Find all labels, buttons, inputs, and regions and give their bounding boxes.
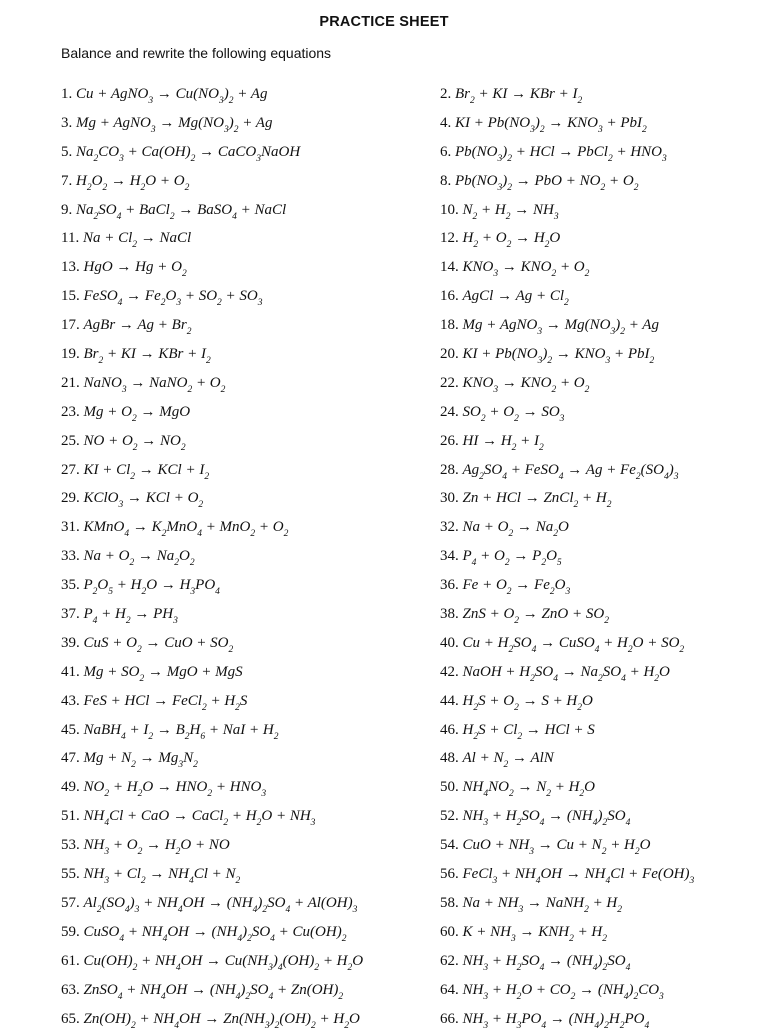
equation-number: 10.	[440, 202, 463, 218]
equation-text: CuSO$_4$ + $NH_4OH \to (NH_4)_2SO_4 + Cu(OH)_2$	[84, 924, 347, 940]
equation-number: 27.	[61, 462, 84, 478]
equation-item	[440, 571, 760, 600]
equation-item	[61, 1005, 431, 1033]
equation-number: 21.	[61, 375, 84, 391]
equation-text: $Br_2$ + KI → KBr + $I_2$	[455, 86, 582, 102]
equation-number: 57.	[61, 895, 84, 911]
equation-text: $Ag_2SO_4$ + FeSO$_4$ → $Ag + Fe_2(SO_4)_3$	[463, 462, 679, 478]
equation-number: 43.	[61, 693, 84, 709]
equation-item	[61, 427, 431, 456]
equation-number: 41.	[61, 664, 84, 680]
equation-item	[440, 744, 760, 773]
equation-number: 26.	[440, 433, 463, 449]
equation-item	[61, 340, 431, 369]
equation-text: $NH_3 + Cl_2 \to NH_4Cl + N_2$	[84, 866, 241, 882]
equation-number: 39.	[61, 635, 84, 651]
equation-number: 31.	[61, 519, 84, 535]
equation-item	[61, 398, 431, 427]
equation-number: 2.	[440, 86, 455, 102]
equation-item	[61, 687, 431, 716]
equation-number: 66.	[440, 1011, 463, 1027]
equation-number: 38.	[440, 606, 463, 622]
equation-text: AgBr → $Ag + Br_2$	[84, 317, 192, 333]
equation-text: $P_4 + O_2 \to P_2O_5$	[463, 548, 562, 564]
equation-item	[61, 513, 431, 542]
equation-item	[61, 484, 431, 513]
equation-item	[440, 947, 760, 976]
equation-number: 13.	[61, 259, 84, 275]
equation-item	[61, 456, 431, 485]
equation-number: 30.	[440, 490, 463, 506]
equation-text: Zn + HCl → ZnCl$_2$ + $H_2$	[463, 490, 612, 506]
equation-number: 18.	[440, 317, 463, 333]
equation-text: $NH_4NO_2 \to N_2 + H_2O$	[463, 779, 596, 795]
equation-item	[61, 629, 431, 658]
equation-number: 5.	[61, 144, 76, 160]
equation-item	[440, 167, 760, 196]
equation-number: 48.	[440, 750, 463, 766]
page-title: PRACTICE SHEET	[0, 14, 768, 30]
equation-item	[440, 224, 760, 253]
equations-column-right	[440, 80, 760, 1033]
equation-number: 15.	[61, 288, 84, 304]
equation-number: 37.	[61, 606, 84, 622]
equation-number: 16.	[440, 288, 463, 304]
equation-number: 46.	[440, 722, 463, 738]
equation-number: 11.	[61, 230, 83, 246]
equation-number: 9.	[61, 202, 76, 218]
equation-number: 65.	[61, 1011, 84, 1027]
equation-text: ZnS + $O_2$ → ZnO + $SO_2$	[463, 606, 609, 622]
equation-number: 63.	[61, 982, 84, 998]
equation-item	[61, 282, 431, 311]
equation-number: 7.	[61, 173, 76, 189]
equation-item	[61, 716, 431, 745]
equation-number: 51.	[61, 808, 84, 824]
equation-text: NaOH + $H_2SO_4 \to Na_2SO_4 + H_2O$	[463, 664, 670, 680]
equation-number: 61.	[61, 953, 84, 969]
equation-text: $Zn(OH)_2 + NH_4OH \to Zn(NH_3)_2(OH)_2 + H_2O$	[84, 1011, 360, 1027]
equation-item	[440, 600, 760, 629]
equation-item	[61, 109, 431, 138]
equation-item	[440, 369, 760, 398]
equation-item	[61, 542, 431, 571]
equation-text: $Na + Cl_2$ → NaCl	[83, 230, 191, 246]
equation-text: HgO → $Hg + O_2$	[84, 259, 187, 275]
equation-text: FeS + HCl → FeCl$_2$ + $H_2S$	[84, 693, 248, 709]
equation-item	[61, 253, 431, 282]
equation-item	[61, 976, 431, 1005]
equation-text: $Pb(NO_3)_2$ + HCl → PbCl$_2$ + $HNO_3$	[455, 144, 667, 160]
equation-number: 45.	[61, 722, 84, 738]
equation-number: 14.	[440, 259, 463, 275]
equation-item	[440, 1005, 760, 1033]
equation-number: 8.	[440, 173, 455, 189]
equations-column-left	[61, 80, 431, 1033]
equation-number: 40.	[440, 635, 463, 651]
equation-text: $P_4 + H_2 \to PH_3$	[84, 606, 178, 622]
equation-text: CuS + $O_2$ → CuO + $SO_2$	[84, 635, 234, 651]
equation-text: AgCl → $Ag + Cl_2$	[463, 288, 569, 304]
equation-number: 54.	[440, 837, 463, 853]
equation-item	[61, 311, 431, 340]
equation-text: NaBH$_4$ + $I_2 \to B_2H_6$ + NaI + $H_2$	[84, 722, 279, 738]
equation-item	[61, 658, 431, 687]
equation-item	[440, 542, 760, 571]
equation-item	[61, 138, 431, 167]
equation-text: $Na + O_2 \to Na_2O_2$	[84, 548, 195, 564]
equation-item	[61, 196, 431, 225]
equation-number: 52.	[440, 808, 463, 824]
equation-number: 47.	[61, 750, 84, 766]
equation-text: $H_2 + O_2 \to H_2O$	[463, 230, 561, 246]
equation-text: $Pb(NO_3)_2$ → PbO + $NO_2 + O_2$	[455, 173, 638, 189]
equation-number: 50.	[440, 779, 463, 795]
equation-text: $Na_2CO_3 + Ca(OH)_2$ → CaCO$_3$NaOH	[76, 144, 300, 160]
equation-item	[440, 831, 760, 860]
equation-number: 3.	[61, 115, 76, 131]
equation-item	[440, 138, 760, 167]
equation-item	[440, 196, 760, 225]
equation-number: 19.	[61, 346, 84, 362]
equation-item	[61, 831, 431, 860]
equation-item	[440, 860, 760, 889]
equation-item	[440, 629, 760, 658]
equation-text: $P_2O_5 + H_2O \to H_3PO_4$	[84, 577, 220, 593]
equation-text: $H_2O_2 \to H_2O + O_2$	[76, 173, 189, 189]
equation-number: 62.	[440, 953, 463, 969]
equation-number: 32.	[440, 519, 463, 535]
equation-text: $NH_3 + H_2O + CO_2 \to (NH_4)_2CO_3$	[463, 982, 664, 998]
equation-number: 20.	[440, 346, 463, 362]
equation-item	[440, 427, 760, 456]
equation-number: 34.	[440, 548, 463, 564]
equation-item	[61, 224, 431, 253]
equation-text: $Mg + O_2$ → MgO	[84, 404, 191, 420]
equation-number: 23.	[61, 404, 84, 420]
equation-item	[61, 744, 431, 773]
equation-item	[440, 80, 760, 109]
equation-item	[440, 109, 760, 138]
equation-item	[440, 340, 760, 369]
equation-item	[61, 918, 431, 947]
equation-item	[61, 167, 431, 196]
equation-text: Cu + AgNO$_3$ → $Cu(NO_3)_2 + Ag$	[76, 86, 267, 102]
equation-text: NO + $O_2 \to NO_2$	[84, 433, 186, 449]
equation-number: 59.	[61, 924, 84, 940]
equation-text: $H_2S + O_2 \to S + H_2O$	[463, 693, 593, 709]
equation-text: $NH_3 + H_2SO_4 \to (NH_4)_2SO_4$	[463, 953, 631, 969]
equation-number: 22.	[440, 375, 463, 391]
equation-item	[61, 600, 431, 629]
equation-text: KMnO$_4$ → $K_2MnO_4 + MnO_2 + O_2$	[84, 519, 289, 535]
equation-item	[61, 773, 431, 802]
equation-text: FeCl$_3$ + $NH_4OH \to NH_4Cl + Fe(OH)_3$	[463, 866, 695, 882]
equation-item	[61, 369, 431, 398]
equation-text: $NH_3 + O_2 \to H_2O$ + NO	[84, 837, 230, 853]
equation-text: $Cu(OH)_2 + NH_4OH \to Cu(NH_3)_4(OH)_2 + H_2O$	[84, 953, 364, 969]
equation-text: CuO + $NH_3 \to Cu + N_2 + H_2O$	[463, 837, 651, 853]
equation-text: NaNO$_3$ → NaNO$_2$ + $O_2$	[84, 375, 226, 391]
equation-text: Mg + AgNO$_3$ → $Mg(NO_3)_2 + Ag$	[76, 115, 272, 131]
equation-text: $Mg + SO_2$ → MgO + MgS	[84, 664, 243, 680]
equation-text: $NH_3 + H_3PO_4 \to (NH_4)_2H_2PO_4$	[463, 1011, 650, 1027]
equation-number: 58.	[440, 895, 463, 911]
equation-text: $Br_2$ + KI → KBr + $I_2$	[84, 346, 211, 362]
equation-number: 60.	[440, 924, 463, 940]
equation-item	[440, 658, 760, 687]
equation-text: KI + $Cl_2$ → KCl + $I_2$	[84, 462, 210, 478]
equation-item	[440, 802, 760, 831]
equation-text: $NO_2 + H_2O \to HNO_2 + HNO_3$	[84, 779, 267, 795]
equation-item	[61, 571, 431, 600]
equation-item	[61, 860, 431, 889]
equation-number: 24.	[440, 404, 463, 420]
equation-item	[440, 513, 760, 542]
equation-text: $N_2 + H_2 \to NH_3$	[463, 202, 559, 218]
equation-item	[440, 918, 760, 947]
equation-text: $Na + O_2 \to Na_2O$	[463, 519, 569, 535]
equation-number: 28.	[440, 462, 463, 478]
equation-item	[440, 716, 760, 745]
equation-text: $Mg + N_2 \to Mg_3N_2$	[84, 750, 198, 766]
equation-text: $NH_3 + H_2SO_4 \to (NH_4)_2SO_4$	[463, 808, 631, 824]
equation-number: 64.	[440, 982, 463, 998]
equation-text: $Al_2(SO_4)_3 + NH_4OH \to (NH_4)_2SO_4 + Al(OH)_3$	[84, 895, 358, 911]
equation-text: $Na_2SO_4$ + BaCl$_2$ → BaSO$_4$ + NaCl	[76, 202, 286, 218]
equation-number: 49.	[61, 779, 84, 795]
equation-text: KI + $Pb(NO_3)_2 \to KNO_3 + PbI_2$	[463, 346, 655, 362]
equation-number: 12.	[440, 230, 463, 246]
equation-text: $Al + N_2$ → AlN	[463, 750, 554, 766]
equation-item	[61, 802, 431, 831]
equation-item	[440, 253, 760, 282]
equation-number: 33.	[61, 548, 84, 564]
equation-text: Mg + AgNO$_3$ → $Mg(NO_3)_2 + Ag$	[463, 317, 659, 333]
equation-text: ZnSO$_4$ + $NH_4OH \to (NH_4)_2SO_4 + Zn(OH)_2$	[84, 982, 344, 998]
equation-text: FeSO$_4$ → $Fe_2O_3 + SO_2 + SO_3$	[84, 288, 263, 304]
equation-item	[61, 947, 431, 976]
equation-number: 55.	[61, 866, 84, 882]
equation-item	[440, 484, 760, 513]
equation-number: 4.	[440, 115, 455, 131]
equation-number: 17.	[61, 317, 84, 333]
equation-number: 56.	[440, 866, 463, 882]
instructions: Balance and rewrite the following equations	[61, 45, 331, 61]
equation-item	[440, 773, 760, 802]
equation-item	[440, 687, 760, 716]
equation-text: $NH_4Cl$ + CaO → CaCl$_2$ + $H_2O + NH_3$	[84, 808, 316, 824]
equation-text: HI → $H_2 + I_2$	[463, 433, 544, 449]
equation-item	[61, 80, 431, 109]
equation-text: $Na + NH_3$ → NaNH$_2$ + $H_2$	[463, 895, 623, 911]
equation-number: 25.	[61, 433, 84, 449]
equation-number: 6.	[440, 144, 455, 160]
equation-item	[440, 282, 760, 311]
equation-number: 35.	[61, 577, 84, 593]
equation-item	[440, 398, 760, 427]
equation-text: $K + NH_3 \to KNH_2 + H_2$	[463, 924, 608, 940]
equation-text: KClO$_3$ → KCl + $O_2$	[84, 490, 204, 506]
equation-text: $SO_2 + O_2 \to SO_3$	[463, 404, 565, 420]
equation-number: 42.	[440, 664, 463, 680]
equation-item	[61, 889, 431, 918]
equation-number: 36.	[440, 577, 463, 593]
equation-text: KI + $Pb(NO_3)_2 \to KNO_3 + PbI_2$	[455, 115, 647, 131]
equation-number: 1.	[61, 86, 76, 102]
equation-item	[440, 456, 760, 485]
equation-text: $Cu + H_2SO_4$ → CuSO$_4$ + $H_2O + SO_2$	[463, 635, 685, 651]
equation-text: $KNO_3 \to KNO_2 + O_2$	[463, 259, 590, 275]
equation-text: $KNO_3 \to KNO_2 + O_2$	[463, 375, 590, 391]
equation-number: 44.	[440, 693, 463, 709]
equation-item	[440, 976, 760, 1005]
equation-text: $H_2S + Cl_2$ → HCl + S	[463, 722, 595, 738]
equation-text: $Fe + O_2 \to Fe_2O_3$	[463, 577, 571, 593]
equation-item	[440, 889, 760, 918]
equation-number: 53.	[61, 837, 84, 853]
equation-number: 29.	[61, 490, 84, 506]
equation-item	[440, 311, 760, 340]
